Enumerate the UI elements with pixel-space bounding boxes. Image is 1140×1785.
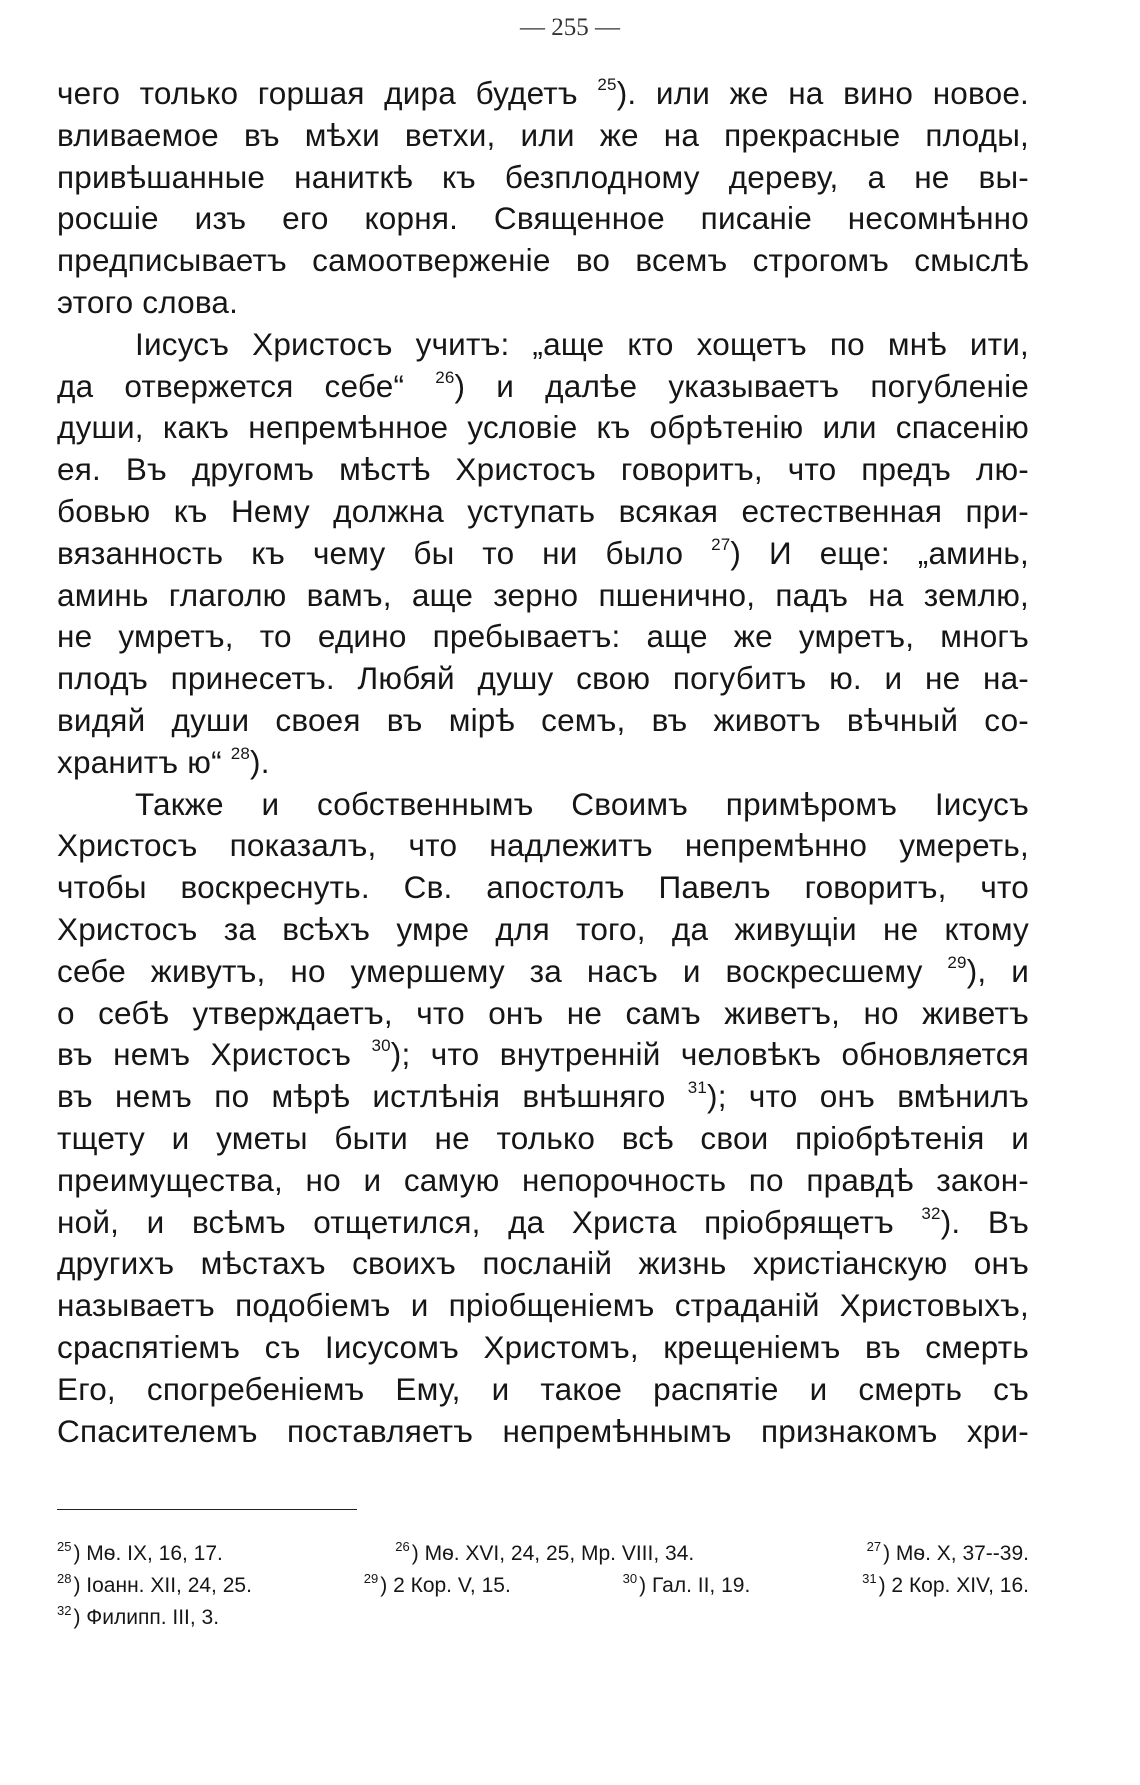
footnote-item: [57, 1602, 219, 1634]
footnote-ref: 26: [435, 367, 455, 387]
text-segment: ); что онъ вмѣнилъ: [707, 1078, 1029, 1115]
text-line: [57, 407, 1029, 449]
text-line: [57, 115, 1029, 157]
text-line: [57, 1034, 1029, 1076]
text-segment: ). или же на вино новое.: [616, 75, 1029, 111]
text-segment: вливаемое въ мѣхи ветхи, или же на прекрасные плоды,: [57, 116, 1029, 153]
text-segment: души, какъ непремѣнное условіе къ обрѣтенію или спасенію: [57, 409, 1029, 446]
text-line: [57, 1327, 1029, 1369]
text-segment: чего только горшая дира будетъ: [57, 75, 598, 111]
text-segment: преимущества, но и самую непорочность по правдѣ закон-: [57, 1161, 1029, 1198]
footnote-row: [57, 1570, 1029, 1602]
text-line: [57, 1160, 1029, 1202]
text-segment: о себѣ утверждаетъ, что онъ не самъ живетъ, но живетъ: [57, 994, 1029, 1031]
footnote-text: ) Гал. II, 19.: [639, 1574, 751, 1597]
body-text: [57, 73, 1029, 1452]
footnote-ref: 30: [371, 1036, 391, 1056]
text-line: [57, 1411, 1029, 1453]
text-segment: привѣшанные наниткѣ къ безплодному дереву, а не вы-: [57, 158, 1029, 195]
footnote-item: [867, 1538, 1029, 1570]
footnote-item: [623, 1570, 751, 1602]
text-segment: себе живутъ, но умершему за насъ и воскресшему: [57, 952, 948, 989]
text-segment: не умретъ, то едино пребываетъ: аще же умретъ, многъ: [57, 618, 1029, 655]
footnote-number: 25: [57, 1539, 72, 1554]
text-segment: ); что внутренній человѣкъ обновляется: [390, 1036, 1029, 1073]
text-segment: чтобы воскреснуть. Св. апостолъ Павелъ говоритъ, что: [57, 869, 1029, 906]
text-segment: ). Въ: [940, 1203, 1029, 1240]
footnote-row: [57, 1538, 1029, 1570]
text-segment: въ немъ по мѣрѣ истлѣнія внѣшняго: [57, 1078, 688, 1115]
text-segment: Іисусъ Христосъ учитъ: „аще кто хощетъ по мнѣ ити,: [135, 325, 1029, 362]
text-line: [57, 742, 1029, 784]
footnote-item: [57, 1538, 223, 1570]
text-segment: да отвержется себе“: [57, 367, 436, 404]
text-line: [57, 324, 1029, 366]
text-segment: Его, спогребеніемъ Ему, и такое распятіе и смерть съ: [57, 1370, 1029, 1407]
text-line: [57, 1076, 1029, 1118]
footnote-ref: 32: [921, 1203, 941, 1223]
footnotes: [57, 1538, 1029, 1634]
text-segment: Также и собственнымъ Своимъ примѣромъ Іисусъ: [135, 785, 1029, 822]
text-segment: тщету и уметы быти не только всѣ свои пріобрѣтенія и: [57, 1119, 1029, 1156]
text-line: [57, 282, 1029, 324]
footnote-number: 30: [622, 1571, 638, 1586]
footnote-text: ) Мѳ. X, 37--39.: [883, 1542, 1029, 1565]
text-line: [57, 1202, 1029, 1244]
text-line: [57, 533, 1029, 575]
footnote-number: 26: [395, 1539, 410, 1554]
text-line: [57, 867, 1029, 909]
text-line: [57, 157, 1029, 199]
text-segment: другихъ мѣстахъ своихъ посланій жизнь христіанскую онъ: [57, 1245, 1029, 1282]
text-segment: Христосъ за всѣхъ умре для того, да живущіи не ктому: [57, 910, 1029, 947]
text-line: [57, 73, 1029, 115]
text-segment: этого слова.: [57, 283, 239, 320]
text-line: [57, 784, 1029, 826]
page-number: — 255 —: [520, 14, 620, 41]
footnote-number: 28: [57, 1571, 72, 1586]
text-line: [57, 366, 1029, 408]
text-line: [57, 449, 1029, 491]
footnote-number: 27: [866, 1539, 882, 1554]
text-segment: въ немъ Христосъ: [57, 1036, 372, 1073]
text-line: [57, 909, 1029, 951]
text-line: [57, 825, 1029, 867]
text-line: [57, 240, 1029, 282]
text-segment: вязанность къ чему бы то ни было: [57, 534, 712, 571]
footnote-number: 32: [57, 1603, 72, 1618]
text-segment: аминь глаголю вамъ, аще зерно пшенично, падъ на землю,: [57, 576, 1029, 613]
text-line: [57, 658, 1029, 700]
text-line: [57, 993, 1029, 1035]
footnote-text: ) 2 Кор. XIV, 16.: [878, 1574, 1029, 1597]
text-line: [57, 575, 1029, 617]
text-segment: ) И еще: „аминь,: [730, 534, 1029, 571]
footnote-item: [862, 1570, 1029, 1602]
footnote-text: ) Мѳ. IX, 16, 17.: [73, 1542, 223, 1565]
footnote-divider: [57, 1509, 357, 1510]
footnote-ref: 29: [947, 952, 967, 972]
footnote-ref: 31: [687, 1078, 708, 1098]
text-segment: называетъ подобіемъ и пріобщеніемъ страданій Христовыхъ,: [57, 1287, 1029, 1324]
text-line: [57, 1243, 1029, 1285]
text-line: [57, 1285, 1029, 1327]
text-line: [57, 616, 1029, 658]
footnote-number: 31: [862, 1571, 877, 1586]
footnote-number: 29: [363, 1571, 379, 1586]
footnote-ref: 28: [230, 743, 251, 763]
text-segment: Христосъ показалъ, что надлежитъ непремѣнно умереть,: [57, 827, 1029, 864]
text-line: [57, 1369, 1029, 1411]
text-segment: видяй души своея въ мірѣ семъ, въ животъ вѣчный со-: [57, 701, 1029, 738]
footnote-text: ) Іоанн. XII, 24, 25.: [73, 1574, 252, 1597]
text-line: [57, 1118, 1029, 1160]
footnote-text: ) 2 Кор. V, 15.: [380, 1574, 511, 1597]
footnote-ref: 25: [597, 75, 617, 94]
text-segment: Спасителемъ поставляетъ непремѣннымъ признакомъ хри-: [57, 1412, 1029, 1449]
footnote-text: ) Филипп. III, 3.: [73, 1606, 220, 1629]
text-segment: плодъ принесетъ. Любяй душу свою погубитъ ю. и не на-: [57, 660, 1029, 697]
footnote-text: ) Мѳ. XVI, 24, 25, Мр. VIII, 34.: [411, 1542, 695, 1565]
footnote-row: [57, 1602, 1029, 1634]
text-line: [57, 491, 1029, 533]
text-segment: ).: [250, 743, 270, 780]
footnote-item: [57, 1570, 252, 1602]
footnote-item: [364, 1570, 511, 1602]
footnote-ref: 27: [711, 534, 731, 554]
text-segment: ея. Въ другомъ мѣстѣ Христосъ говоритъ, что предъ лю-: [57, 451, 1029, 488]
text-segment: росшіе изъ его корня. Священное писаніе несомнѣнно: [57, 200, 1029, 237]
text-line: [57, 951, 1029, 993]
text-line: [57, 198, 1029, 240]
text-segment: предписываетъ самоотверженіе во всемъ строгомъ смыслѣ: [57, 242, 1029, 279]
text-segment: ), и: [966, 952, 1029, 989]
footnote-item: [395, 1538, 694, 1570]
text-segment: бовью къ Нему должна уступать всякая естественная при-: [57, 492, 1029, 529]
text-segment: сраспятіемъ съ Іисусомъ Христомъ, крещеніемъ въ смерть: [57, 1328, 1029, 1365]
text-line: [57, 700, 1029, 742]
text-segment: ) и далѣе указываетъ погубленіе: [454, 367, 1029, 404]
text-segment: ной, и всѣмъ отщетился, да Христа пріобрящетъ: [57, 1203, 922, 1240]
text-segment: хранитъ ю“: [57, 743, 231, 780]
